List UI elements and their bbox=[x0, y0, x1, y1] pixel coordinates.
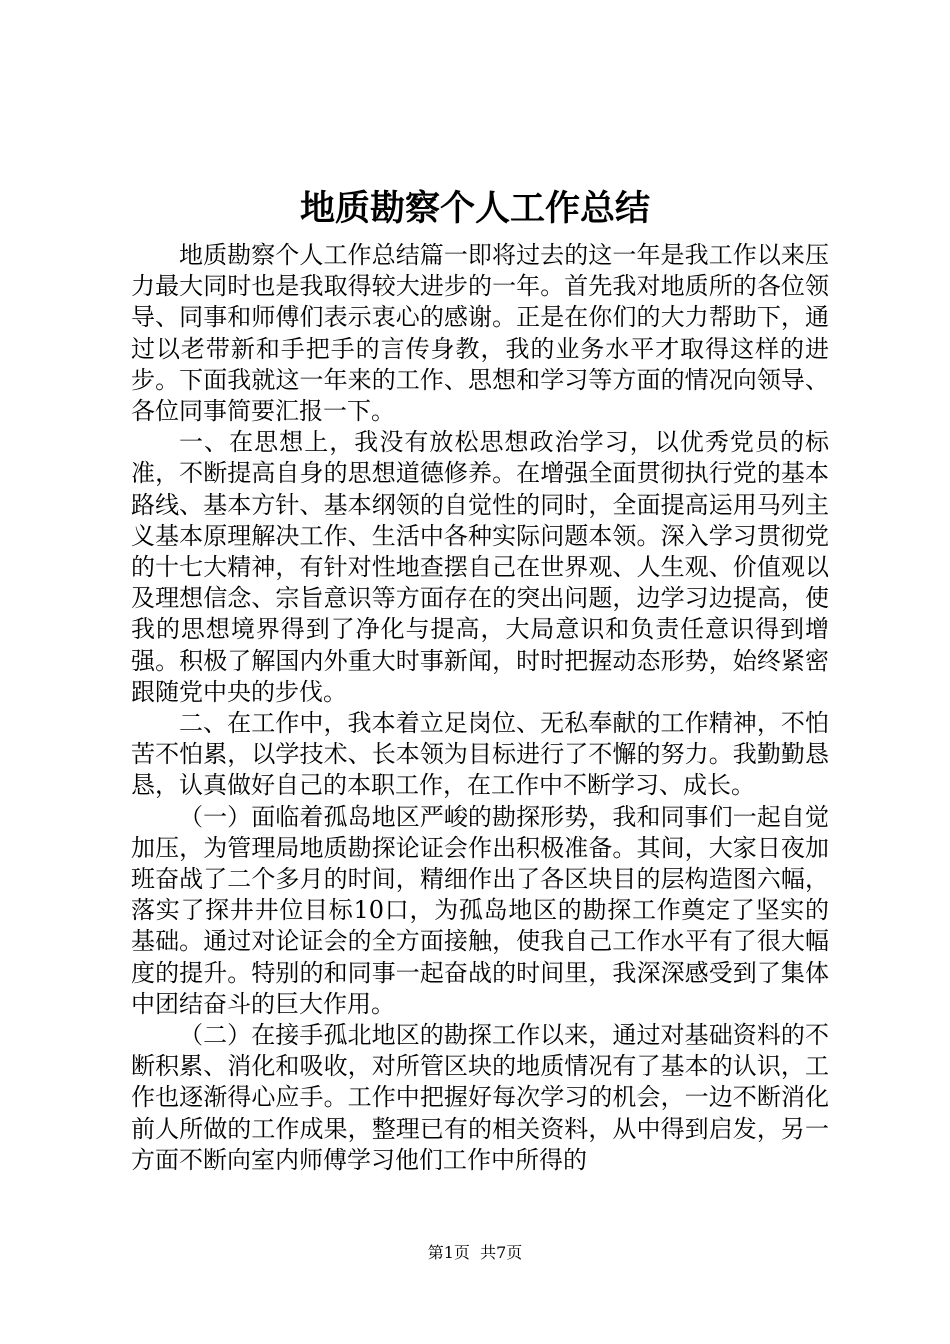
footer-separator bbox=[470, 1243, 480, 1262]
document-body bbox=[131, 240, 829, 1176]
paragraph-work-item-1: （一）面临着孤岛地区严峻的勘探形势，我和同事们一起自觉加压，为管理局地质勘探论证会作出积极准备。其间，大家日夜加班奋战了二个多月的时间，精细作出了各区块目的层构造图六幅，落实了探井井位目标10口，为孤岛地区的勘探工作奠定了坚实的基础。通过对论证会的全方面接触，使我自己工作水平有了很大幅度的提升。特别的和同事一起奋战的时间里，我深深感受到了集体中团结奋斗的巨大作用。 bbox=[131, 802, 829, 1018]
page-number: 第1页 bbox=[427, 1243, 470, 1262]
paragraph-work: 二、在工作中，我本着立足岗位、无私奉献的工作精神，不怕苦不怕累，以学技术、长本领为目标进行了不懈的努力。我勤勤恳恳，认真做好自己的本职工作，在工作中不断学习、成长。 bbox=[131, 709, 829, 800]
paragraph-intro: 地质勘察个人工作总结篇一即将过去的这一年是我工作以来压力最大同时也是我取得较大进步的一年。首先我对地质所的各位领导、同事和师傅们表示衷心的感谢。正是在你们的大力帮助下，通过以老带新和手把手的言传身教，我的业务水平才取得这样的进步。下面我就这一年来的工作、思想和学习等方面的情况向领导、各位同事简要汇报一下。 bbox=[131, 241, 829, 426]
paragraph-work-item-2: （二）在接手孤北地区的勘探工作以来，通过对基础资料的不断积累、消化和吸收，对所管区块的地质情况有了基本的认识，工作也逐渐得心应手。工作中把握好每次学习的机会，一边不断消化前人所做的工作成果，整理已有的相关资料，从中得到启发，另一方面不断向室内师傅学习他们工作中所得的 bbox=[131, 1021, 829, 1174]
page-footer bbox=[0, 1242, 950, 1264]
paragraph-ideology: 一、在思想上，我没有放松思想政治学习，以优秀党员的标准，不断提高自身的思想道德修养。在增强全面贯彻执行党的基本路线、基本方针、基本纲领的自觉性的同时，全面提高运用马列主义基本原理解决工作、生活中各种实际问题本领。深入学习贯彻党的十七大精神，有针对性地查摆自己在世界观、人生观、价值观以及理想信念、宗旨意识等方面存在的突出问题，边学习边提高，使我的思想境界得到了净化与提高，大局意识和负责任意识得到增强。积极了解国内外重大时事新闻，时时把握动态形势，始终紧密跟随党中央的步伐。 bbox=[131, 428, 829, 706]
document-title: 地质勘察个人工作总结 bbox=[299, 188, 650, 229]
page-total: 共7页 bbox=[480, 1243, 523, 1262]
